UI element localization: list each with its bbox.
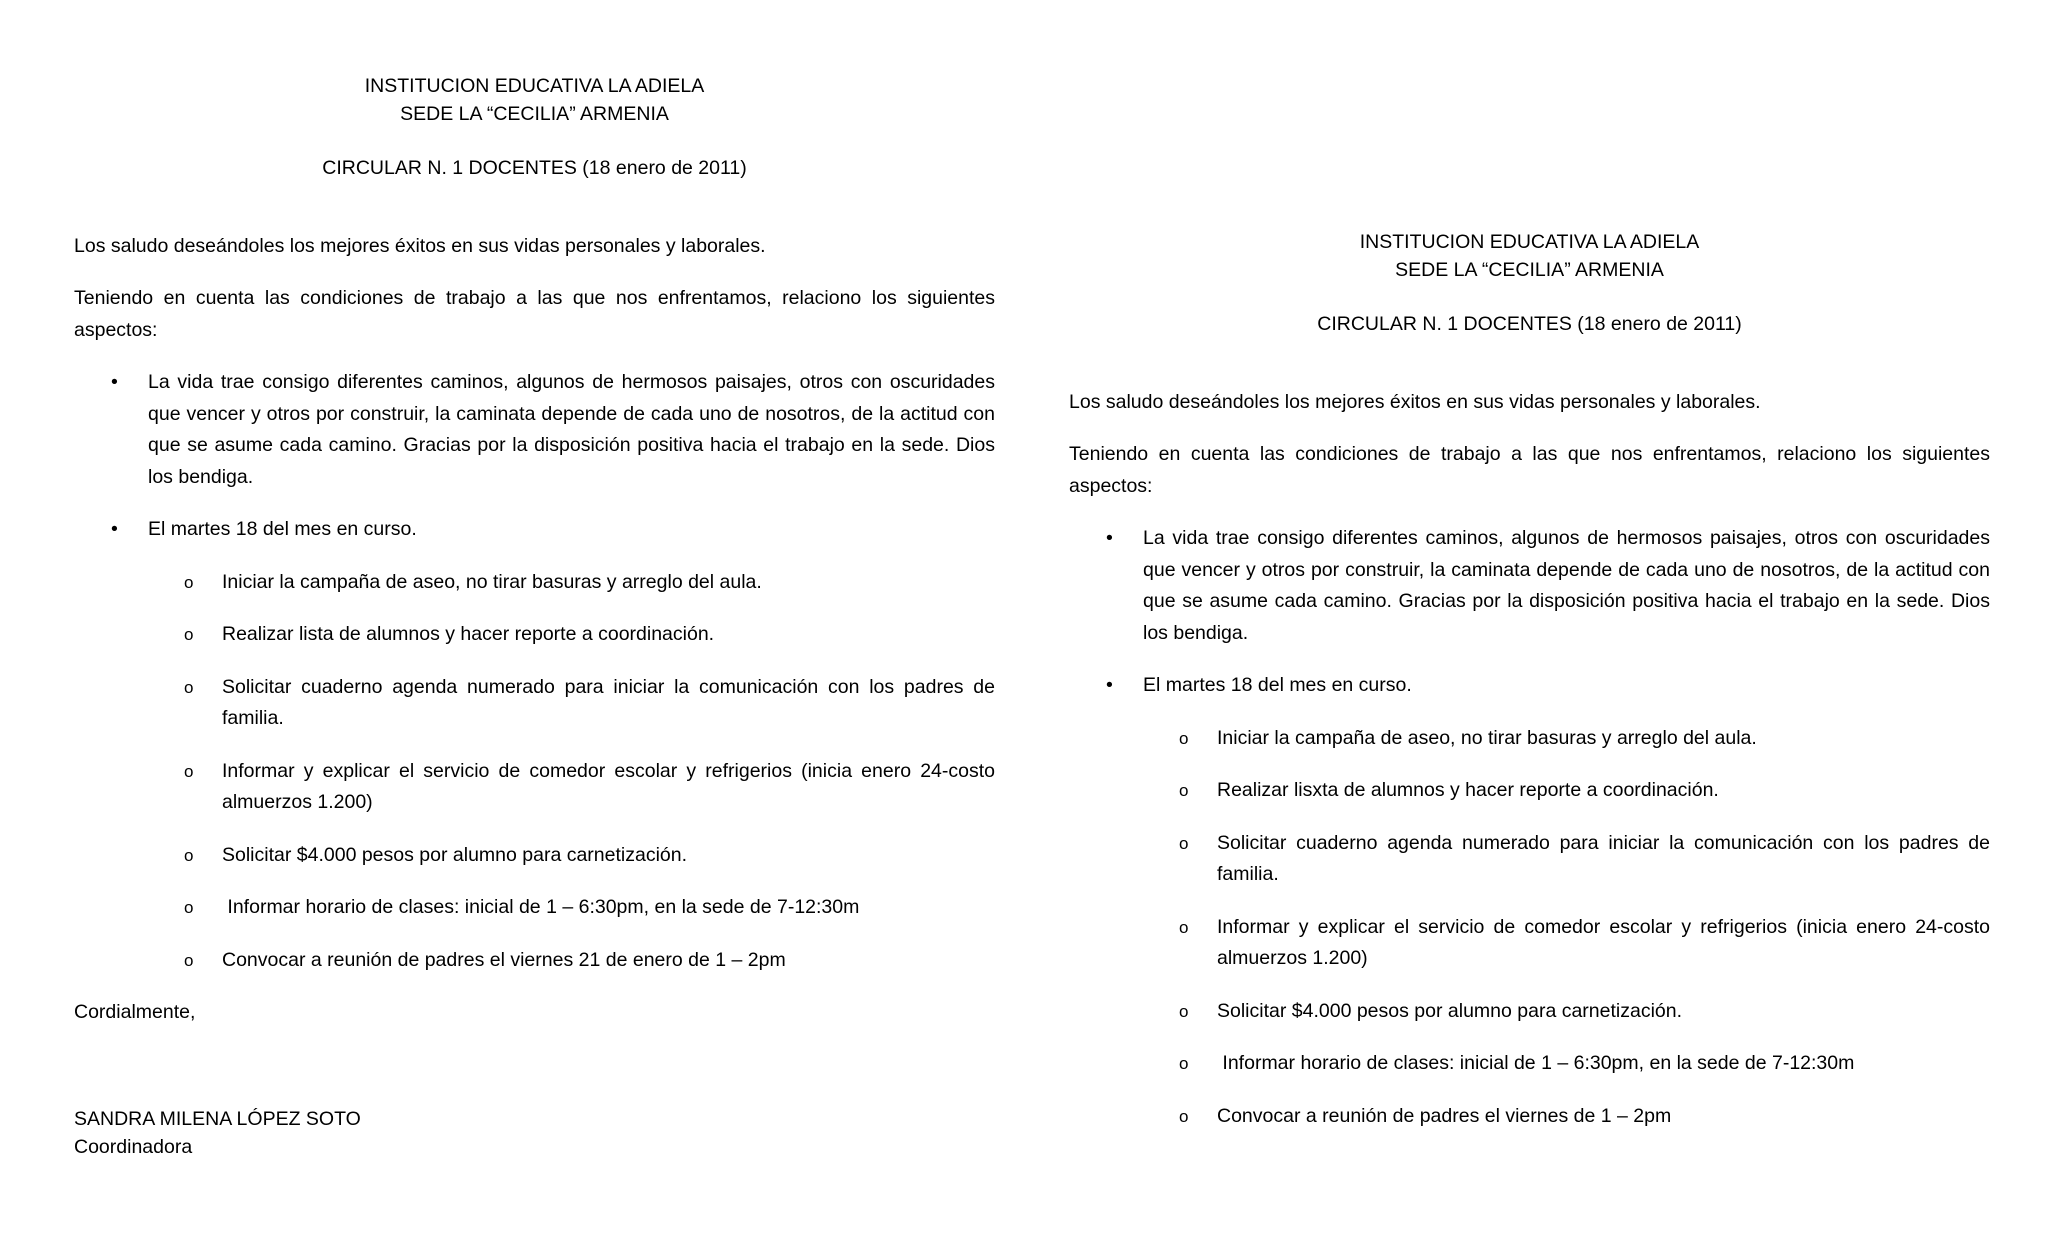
sub-list-item: o Solicitar cuaderno agenda numerado para iniciar la comunicación con los padres de familia. [184, 675, 995, 729]
sub-list-item: o Realizar lista de alumnos y hacer reporte a coordinación. [184, 623, 715, 645]
aspect-list [1069, 523, 1990, 1132]
signer-role: Coordinadora [74, 1135, 193, 1158]
greeting: Los saludo deseándoles los mejores éxitos en sus vidas personales y laborales. [1069, 390, 1761, 413]
sub-list-item: o Realizar lisxta de alumnos y hacer reporte a coordinación. [1179, 779, 1719, 801]
bullet-marker: • [1106, 527, 1113, 549]
closing: Cordialmente, [74, 1001, 196, 1023]
list-item: • El martes 18 del mes en curso. [1069, 670, 1990, 702]
list-item: • La vida trae consigo diferentes caminos, algunos de hermosos paisajes, otros con oscuridades que vencer y otros por construir, la caminata depende de cada uno de nosotros, de la actitud con que se asume cada camino. Gracias por la disposición positiva hacia el trabajo en la sede. Dios los bendiga. [74, 367, 995, 493]
intro: Teniendo en cuenta las condiciones de trabajo a las que nos enfrentamos, relaciono los siguientes aspectos: [1069, 443, 1990, 497]
list-item: • La vida trae consigo diferentes caminos, algunos de hermosos paisajes, otros con oscuridades que vencer y otros por construir, la caminata depende de cada uno de nosotros, de la actitud con que se asume cada camino. Gracias por la disposición positiva hacia el trabajo en la sede. Dios los bendiga. [1069, 523, 1990, 649]
sub-list-item: o Convocar a reunión de padres el viernes de 1 – 2pm [1179, 1104, 1672, 1127]
school-name: INSTITUCION EDUCATIVA LA ADIELA [1359, 231, 1700, 253]
sede-name: SEDE LA “CECILIA” ARMENIA [400, 102, 669, 125]
sub-list-item: o Convocar a reunión de padres el viernes 21 de enero de 1 – 2pm [184, 948, 786, 971]
bullet-marker: • [1106, 674, 1113, 696]
sub-list-item: o Informar horario de clases: inicial de 1 – 6:30pm, en la sede de 7-12:30m [184, 896, 860, 918]
circular-left [74, 73, 995, 1161]
school-name: INSTITUCION EDUCATIVA LA ADIELA [364, 75, 705, 97]
sub-list-item: o Iniciar la campaña de aseo, no tirar basuras y arreglo del aula. [1179, 726, 1757, 749]
bullet-marker: • [111, 371, 118, 393]
signer-name: SANDRA MILENA LÓPEZ SOTO [74, 1107, 361, 1130]
sub-list-item: o Informar y explicar el servicio de comedor escolar y refrigerios (inicia enero 24-costo almuerzos 1.200) [1179, 915, 1990, 969]
greeting: Los saludo deseándoles los mejores éxitos en sus vidas personales y laborales. [74, 234, 766, 257]
bullet-marker: • [111, 518, 118, 540]
sub-list-item: o Solicitar $4.000 pesos por alumno para carnetización. [184, 843, 688, 866]
list-item: • El martes 18 del mes en curso. [74, 514, 995, 546]
circular-title: CIRCULAR N. 1 DOCENTES (18 enero de 2011) [1317, 313, 1742, 335]
circular-title: CIRCULAR N. 1 DOCENTES (18 enero de 2011) [322, 157, 747, 179]
circular-right [1069, 229, 1990, 1153]
sub-list-item: o Iniciar la campaña de aseo, no tirar basuras y arreglo del aula. [184, 570, 762, 593]
sub-list-item: o Solicitar cuaderno agenda numerado para iniciar la comunicación con los padres de familia. [1179, 831, 1990, 885]
sub-list-item: o Informar horario de clases: inicial de 1 – 6:30pm, en la sede de 7-12:30m [1179, 1052, 1855, 1074]
aspect-list [74, 367, 995, 976]
sub-list-item: o Informar y explicar el servicio de comedor escolar y refrigerios (inicia enero 24-costo almuerzos 1.200) [184, 759, 995, 813]
intro: Teniendo en cuenta las condiciones de trabajo a las que nos enfrentamos, relaciono los siguientes aspectos: [74, 287, 995, 341]
sub-list-item: o Solicitar $4.000 pesos por alumno para carnetización. [1179, 999, 1683, 1022]
sede-name: SEDE LA “CECILIA” ARMENIA [1395, 258, 1664, 281]
